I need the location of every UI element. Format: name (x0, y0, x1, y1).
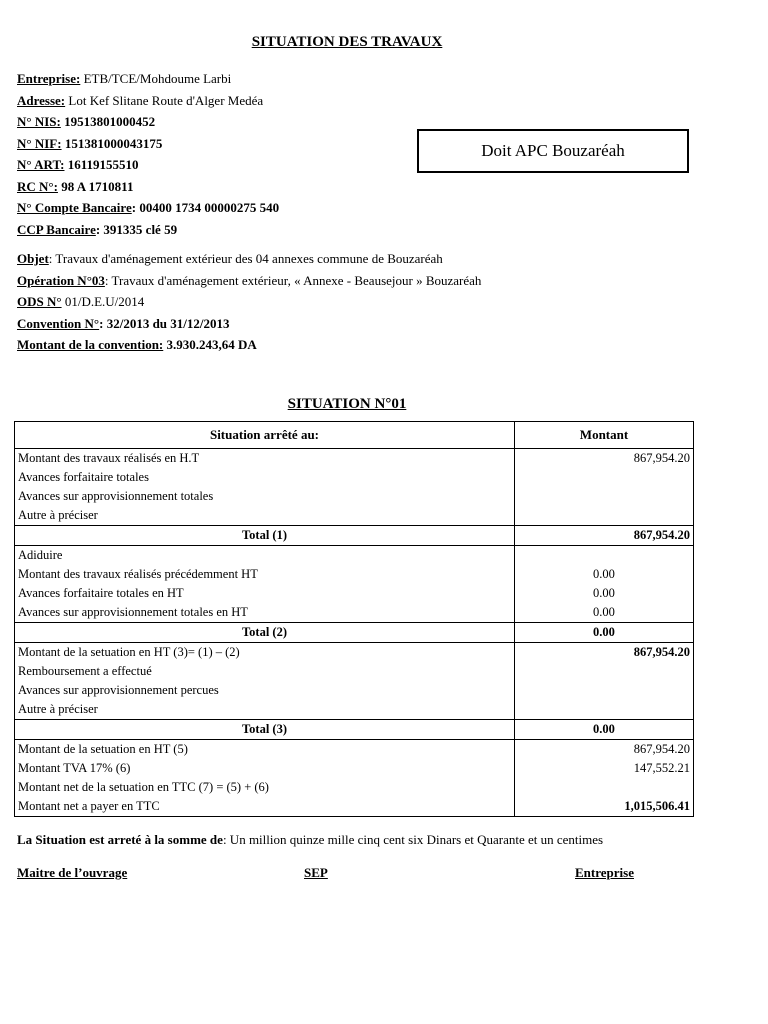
table-row (15, 740, 694, 760)
row-label: Adiduire (15, 546, 515, 566)
somme-arretee (17, 832, 603, 848)
row-value (515, 468, 694, 487)
table-row (15, 468, 694, 487)
operation-value: : Travaux d'aménagement extérieur, « Annexe - Beausejour » Bouzaréah (104, 272, 482, 288)
total-value: 867,954.20 (515, 526, 694, 546)
info-value: 151381000043175 (61, 135, 163, 151)
info-label: Entreprise: (17, 71, 81, 86)
signature-entreprise: Entreprise (575, 865, 634, 880)
row-label: Montant des travaux réalisés précédemment HT (15, 565, 515, 584)
row-value (515, 487, 694, 506)
info-value: ETB/TCE/Mohdoume Larbi (80, 71, 232, 86)
row-value: 867,954.20 (515, 449, 694, 469)
table-row (15, 565, 694, 584)
signature-sep: SEP (304, 865, 328, 880)
row-value: 0.00 (515, 603, 694, 623)
montant-convention-value: 3.930.243,64 DA (163, 337, 257, 352)
info-value: : 00400 1734 00000275 540 (131, 200, 280, 215)
row-value: 0.00 (515, 584, 694, 603)
ods-label: ODS N° (17, 294, 62, 309)
signature-maitre: Maitre de l’ouvrage (17, 865, 128, 880)
row-label: Avances forfaitaire totales en HT (15, 584, 515, 603)
situation-title: SITUATION N°01 (287, 396, 407, 412)
info-value: : 391335 clé 59 (95, 221, 178, 237)
info-value: Lot Kef Slitane Route d'Alger Medéa (65, 92, 264, 108)
table-row (15, 681, 694, 700)
row-value (515, 681, 694, 700)
table-row (15, 546, 694, 566)
total-value: 0.00 (515, 623, 694, 643)
row-label: Avances sur approvisionnement totales (15, 487, 515, 506)
ods-value: 01/D.E.U/2014 (61, 294, 145, 309)
row-label: Avances sur approvisionnement totales en HT (15, 603, 515, 623)
montant-convention-label: Montant de la convention: (17, 337, 164, 352)
header-montant: Montant (515, 422, 694, 449)
info-label: N° NIS: (17, 114, 61, 129)
table-row (15, 584, 694, 603)
header-situation: Situation arrêté au: (15, 422, 515, 449)
row-label: Montant de la setuation en HT (5) (15, 740, 515, 760)
total-value: 0.00 (515, 720, 694, 740)
objet-row (17, 248, 481, 270)
table-row (15, 603, 694, 623)
info-art (17, 154, 279, 176)
info-nif (17, 133, 279, 155)
convention-row (17, 313, 481, 335)
row-label: Montant des travaux réalisés en H.T (15, 449, 515, 469)
row-label: Montant net de la setuation en TTC (7) = (5) + (6) (15, 778, 515, 797)
row-label: Montant TVA 17% (6) (15, 759, 515, 778)
info-compte (17, 197, 279, 219)
row-value (515, 546, 694, 566)
somme-value: : Un million quinze mille cinq cent six Dinars et Quarante et un centimes (222, 832, 604, 847)
row-label: Avances forfaitaire totales (15, 468, 515, 487)
objet-section (17, 248, 481, 356)
info-label: N° Compte Bancaire (17, 200, 132, 215)
row-value: 867,954.20 (515, 643, 694, 663)
entreprise-info (17, 68, 279, 240)
row-value (515, 700, 694, 720)
table-row (15, 759, 694, 778)
info-value: 98 A 1710811 (57, 178, 134, 194)
row-label: Autre à préciser (15, 700, 515, 720)
info-value: 19513801000452 (60, 114, 156, 129)
row-value (515, 506, 694, 526)
row-label: Montant net a payer en TTC (15, 797, 515, 817)
operation-row (17, 270, 481, 292)
situation-table (14, 421, 694, 817)
info-ccp (17, 219, 279, 241)
table-row (15, 778, 694, 797)
destinataire-box: Doit APC Bouzaréah (417, 129, 689, 173)
table-header (15, 422, 694, 449)
ods-row (17, 291, 481, 313)
table-row (15, 662, 694, 681)
table-row-final (15, 797, 694, 817)
row-label: Autre à préciser (15, 506, 515, 526)
info-label: N° NIF: (17, 135, 62, 151)
table-row (15, 506, 694, 526)
objet-label: Objet (17, 251, 49, 266)
montant-convention-row (17, 334, 481, 356)
objet-value: : Travaux d'aménagement extérieur des 04 annexes commune de Bouzaréah (48, 251, 443, 266)
page-title: SITUATION DES TRAVAUX (251, 34, 443, 50)
info-label: RC N°: (17, 178, 58, 194)
row-value (515, 778, 694, 797)
total-row-2 (15, 623, 694, 643)
info-label: N° ART: (17, 157, 65, 172)
info-entreprise (17, 68, 279, 90)
total-label: Total (2) (15, 623, 515, 643)
row-value: 0.00 (515, 565, 694, 584)
row-value (515, 662, 694, 681)
row-label: Montant de la setuation en HT (3)= (1) – (2) (15, 643, 515, 663)
table-row (15, 487, 694, 506)
table-row (15, 700, 694, 720)
table-row (15, 643, 694, 663)
total-row-1 (15, 526, 694, 546)
row-value: 1,015,506.41 (515, 797, 694, 817)
total-label: Total (1) (15, 526, 515, 546)
info-adresse (17, 90, 279, 112)
somme-label: La Situation est arreté à la somme de (17, 832, 223, 847)
row-value: 147,552.21 (515, 759, 694, 778)
info-rc (17, 176, 279, 198)
row-value: 867,954.20 (515, 740, 694, 760)
operation-label: Opération N°03 (17, 272, 105, 288)
convention-value: : 32/2013 du 31/12/2013 (99, 315, 230, 331)
info-value: 16119155510 (64, 157, 139, 172)
table-row (15, 449, 694, 469)
info-nis (17, 111, 279, 133)
total-label: Total (3) (15, 720, 515, 740)
info-label: Adresse: (17, 92, 66, 108)
total-row-3 (15, 720, 694, 740)
row-label: Avances sur approvisionnement percues (15, 681, 515, 700)
row-label: Remboursement a effectué (15, 662, 515, 681)
info-label: CCP Bancaire (17, 221, 96, 237)
convention-label: Convention N° (17, 315, 100, 331)
